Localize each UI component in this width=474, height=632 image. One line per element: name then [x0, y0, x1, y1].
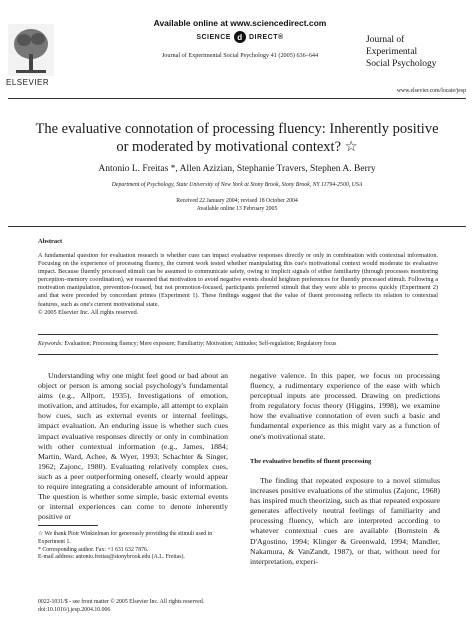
footnote-corresponding: * Corresponding author. Fax: +1 631 632 7876. [38, 546, 149, 553]
keywords-list: Evaluation; Processing fluency; Mere exposure; Familiarity; Motivation; Attitudes; Self-regulation; Regulatory focus [64, 341, 337, 347]
footnote-divider [38, 525, 98, 526]
online-date: Available online 13 February 2005 [196, 206, 278, 212]
sd-right-text: DIRECT® [248, 33, 284, 41]
sd-circle-icon: d [234, 31, 246, 43]
abstract-body [38, 252, 438, 317]
title-line-1: The evaluative connotation of processing fluency: Inherently positive [35, 121, 439, 137]
article-title [10, 120, 464, 156]
keywords-bottom-divider [38, 354, 438, 355]
journal-name-line-2: Experimental [366, 47, 418, 57]
received-date: Received 22 January 2004; revised 18 October 2004 [176, 198, 298, 204]
body-right-column [250, 371, 440, 442]
abstract-heading: Abstract [38, 238, 63, 245]
body-left-column [38, 371, 228, 522]
footnote-email: E-mail address: antonio.freitas@stonybrook.edu (A.L. Freitas). [38, 554, 185, 561]
footnote-acknowledgment: ☆ We thank Piotr Winkielman for generously providing the stimuli used in Experiment 1. [38, 531, 213, 545]
affiliation: Department of Psychology, State University of New York at Stony Brook, Stony Brook, NY 11794-2500, USA [111, 182, 363, 188]
issn-line: 0022-1031/$ - see front matter © 2005 Elsevier Inc. All rights reserved. [38, 599, 205, 605]
keywords-divider [38, 334, 438, 335]
title-line-2: or moderated by motivational context? ☆ [116, 139, 358, 155]
elsevier-tree-icon [8, 24, 54, 76]
journal-url-link[interactable]: www.elsevier.com/locate/jesp [396, 88, 466, 94]
footnotes [38, 531, 238, 562]
journal-citation: Journal of Experimental Social Psychology 41 (2005) 636–644 [161, 52, 319, 59]
abstract-copyright: © 2005 Elsevier Inc. All rights reserved. [38, 308, 139, 316]
section-paragraph: The finding that repeated exposure to a novel stimulus increases positive evaluations of the stimulus (Zajonc, 1968) has inspired much theorizing, such as that repeated exposure generates affectively neutral feelings of familiarity and processing fluency, which are interpreted according to whatever contextual cues are available (Bornstein & D'Agostino, 1994; Klinger & Greenwald, 1994; Mandler, Nakamura, & VanZandt, 1987), or that, without need for interpretation, experi- [250, 476, 440, 566]
abstract-text: A fundamental question for evaluation research is whether cues can impact evaluative responses directly or only in combination with contextual information. Focusing on the experience of processing fluency, the current work tested whether manipulating this cue's motivational context would moderate its evaluative impact. Because fluently processed stimuli can be assumed to communicate safety, owing to implicit signals of either familiarity (through processes monitoring perception–memory coordination), we reasoned that motivation to avoid negative events should heighten preferences for fluently processed stimuli. Following a motivation manipulation, prevention-focused, but not promotion-focused, participants preferred stimuli that they were able to process quickly (Experiment 2) and that were preceded by concordant primes (Experiment 1). These findings suggest that the value of fluent processing reflects its relation to contextual features, such as one's current motivational state. [38, 252, 438, 308]
keywords-label: Keywords: [38, 341, 63, 347]
article-identifiers [38, 599, 298, 615]
header-divider [8, 98, 466, 99]
journal-name [366, 34, 436, 70]
section-body [250, 476, 440, 567]
available-online-text: Available online at www.sciencedirect.com [153, 18, 327, 28]
section-heading: The evaluative benefits of fluent processing [250, 458, 372, 465]
journal-name-line-1: Journal of [366, 35, 405, 45]
article-dates [10, 197, 464, 213]
intro-paragraph: Understanding why one might feel good or bad about an object or person is among social psychology's fundamental aims (e.g., Allport, 1935). Investigations of emotion, motivation, and attitudes, for example, all attempt to explain how cues, such as external events or internal feelings, impact evaluation. An enduring issue is whether such cues impact evaluative responses directly or only in combination with other contextual information (e.g., James, 1884; Martin, Ward, Achee, & Wyer, 1993; Schachter & Singer, 1962; Zajonc, 1980). Evaluating relatively complex cues, such as a peer outperforming oneself, clearly would appear to require integrating a considerable amount of information. The question is whether some simple, basic external events or internal experiences can come to denote inherently positive or [38, 371, 228, 522]
journal-name-line-3: Social Psychology [366, 59, 437, 69]
intro-continued-paragraph: negative valence. In this paper, we focus on processing fluency, a rudimentary experience of the ease with which perceptual inputs are processed. Drawing on predictions from regulatory focus theory (Higgins, 1998), we examine how the evaluative connotation of even such a basic and fundamental experience as this might vary as a function of one's motivational state. [250, 371, 440, 441]
author-list: Antonio L. Freitas *, Allen Azizian, Stephanie Travers, Stephen A. Berry [98, 164, 376, 174]
doi-line: doi:10.1016/j.jesp.2004.10.006 [38, 606, 111, 613]
publisher-name: ELSEVIER [6, 78, 50, 87]
sd-left-text: SCIENCE [196, 33, 231, 41]
abstract-top-divider [8, 226, 466, 227]
sciencedirect-logo [170, 30, 310, 44]
keywords [38, 340, 438, 348]
